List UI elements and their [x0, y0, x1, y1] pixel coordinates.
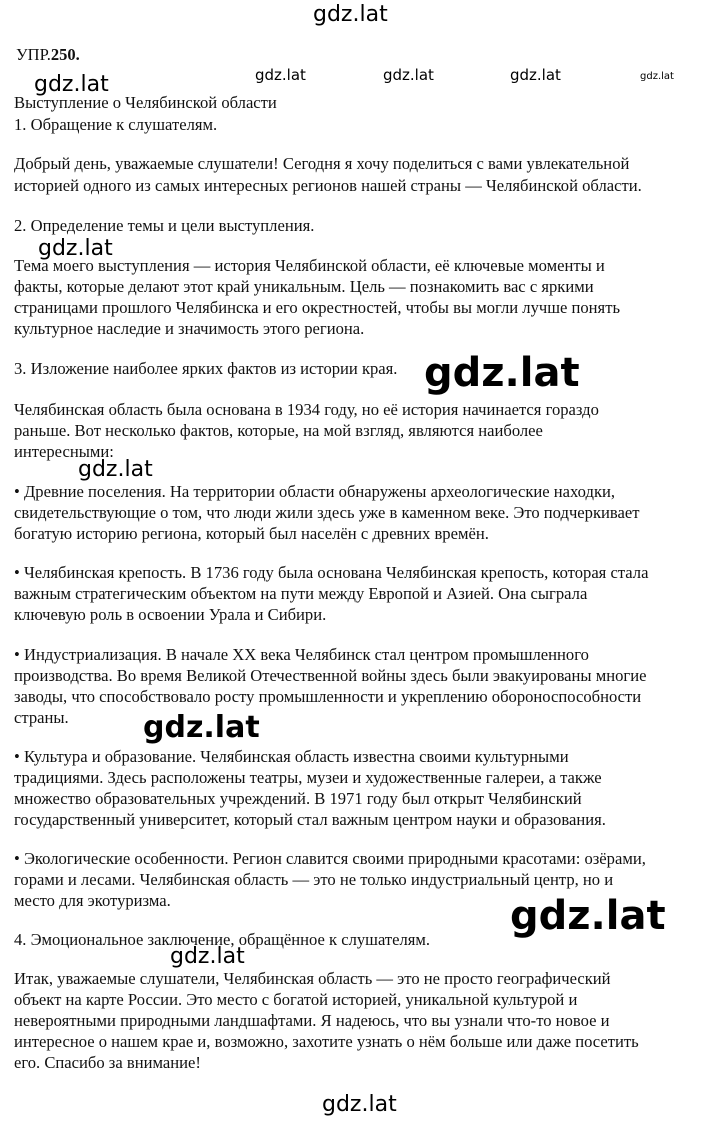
watermark: gdz.lat: [34, 72, 109, 97]
watermark: gdz.lat: [640, 71, 674, 82]
watermark: gdz.lat: [510, 66, 561, 84]
text-line: культурное наследие и значимость этого региона.: [14, 319, 365, 338]
text-line: место для экотуризма.: [14, 891, 171, 910]
watermark: gdz.lat: [383, 66, 434, 84]
watermark: gdz.lat: [143, 710, 260, 745]
text-line: Добрый день, уважаемые слушатели! Сегодня я хочу поделиться с вами увлекательной: [14, 154, 630, 173]
text-line: богатую историю региона, который был населён с древних времён.: [14, 524, 489, 543]
text-line: • Индустриализация. В начале XX века Челябинск стал центром промышленного: [14, 645, 589, 664]
watermark: gdz.lat: [255, 66, 306, 84]
watermark: gdz.lat: [313, 2, 388, 27]
exercise-number: 250.: [50, 45, 80, 64]
exercise-heading: [16, 45, 80, 65]
text-line: страницами прошлого Челябинска и его окрестностей, чтобы вы могли лучше понять: [14, 298, 621, 317]
text-line: Выступление о Челябинской области: [14, 93, 277, 112]
watermark: gdz.lat: [510, 893, 666, 939]
text-line: множество образовательных учреждений. В 1971 году был открыт Челябинский: [14, 789, 582, 808]
text-line: невероятными природными ландшафтами. Я надеюсь, что вы узнали что-то новое и: [14, 1011, 610, 1030]
text-line: • Культура и образование. Челябинская область известна своими культурными: [14, 747, 569, 766]
text-line: раньше. Вот несколько фактов, которые, на мой взгляд, являются наиболее: [14, 421, 543, 440]
text-line: важным стратегическим объектом на пути между Европой и Азией. Она сыграла: [14, 584, 588, 603]
text-line: свидетельствующие о том, что люди жили здесь уже в каменном веке. Это подчеркивает: [14, 503, 640, 522]
text-line: страны.: [14, 708, 69, 727]
text-line: интересное о нашем крае и, возможно, захотите узнать о нём больше или даже посетить: [14, 1032, 639, 1051]
watermark: gdz.lat: [38, 236, 113, 261]
text-line: его. Спасибо за внимание!: [14, 1053, 201, 1072]
text-line: 4. Эмоциональное заключение, обращённое к слушателям.: [14, 930, 431, 949]
text-line: традициями. Здесь расположены театры, музеи и художественные галереи, а также: [14, 768, 602, 787]
watermark: gdz.lat: [322, 1092, 397, 1117]
watermark: gdz.lat: [78, 457, 153, 482]
text-line: Итак, уважаемые слушатели, Челябинская область — это не просто географический: [14, 969, 611, 988]
text-line: Челябинская область была основана в 1934 году, но её история начинается гораздо: [14, 400, 599, 419]
text-line: • Челябинская крепость. В 1736 году была основана Челябинская крепость, которая стала: [14, 563, 649, 582]
text-line: горами и лесами. Челябинская область — это не только индустриальный центр, но и: [14, 870, 614, 889]
text-line: ключевую роль в освоении Урала и Сибири.: [14, 605, 327, 624]
exercise-label: УПР.: [16, 45, 51, 64]
watermark: gdz.lat: [170, 944, 245, 969]
text-line: 1. Обращение к слушателям.: [14, 115, 218, 134]
text-line: факты, которые делают этот край уникальным. Цель — познакомить вас с яркими: [14, 277, 594, 296]
text-line: • Экологические особенности. Регион славится своими природными красотами: озёрами,: [14, 849, 646, 868]
text-line: государственный университет, который стал важным центром науки и образования.: [14, 810, 606, 829]
text-line: историей одного из самых интересных регионов нашей страны — Челябинской области.: [14, 176, 642, 195]
text-line: интересными:: [14, 442, 114, 461]
text-line: Тема моего выступления — история Челябинской области, её ключевые моменты и: [14, 256, 605, 275]
text-line: 3. Изложение наиболее ярких фактов из истории края.: [14, 359, 398, 378]
text-line: производства. Во время Великой Отечественной войны здесь были эвакуированы многие: [14, 666, 647, 685]
watermark: gdz.lat: [424, 350, 580, 396]
text-line: • Древние поселения. На территории области обнаружены археологические находки,: [14, 482, 616, 501]
text-line: 2. Определение темы и цели выступления.: [14, 216, 315, 235]
text-line: объект на карте России. Это место с богатой историей, уникальной культурой и: [14, 990, 578, 1009]
text-line: заводы, что способствовало росту промышленности и укреплению обороноспособности: [14, 687, 642, 706]
